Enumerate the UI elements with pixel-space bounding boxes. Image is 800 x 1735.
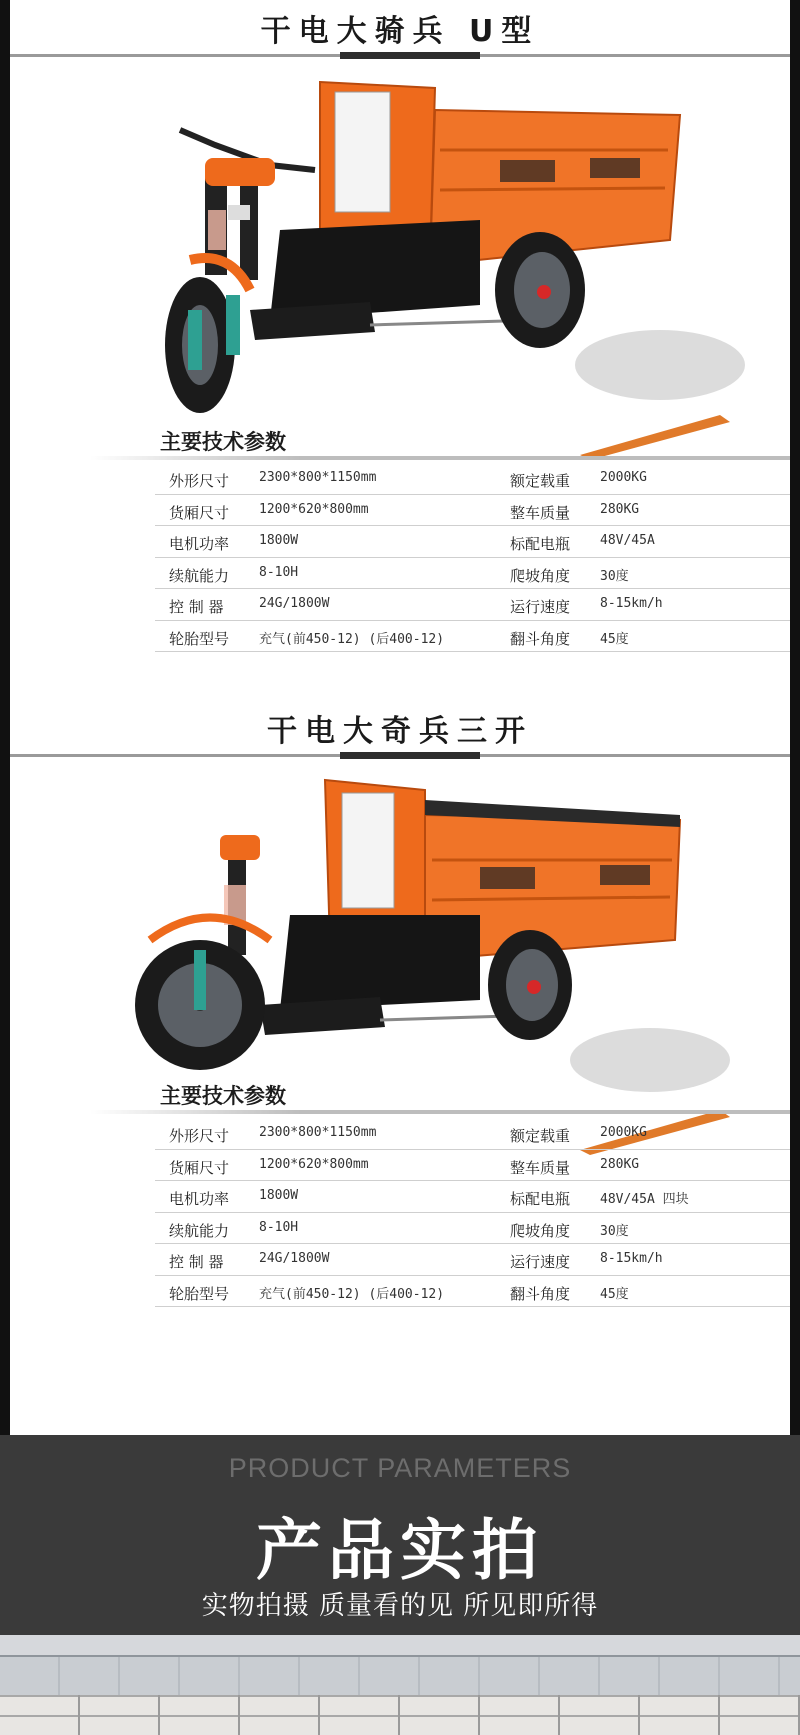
factory-wall-photo	[0, 1635, 800, 1735]
spec-row	[155, 589, 790, 621]
spec-label: 货厢尺寸	[169, 503, 230, 522]
section-title-bar	[10, 0, 790, 62]
title-accent-bar	[340, 52, 480, 59]
banner-english-title: PRODUCT PARAMETERS	[228, 1453, 572, 1483]
spec-value: 280KG	[600, 1156, 640, 1172]
product-section-three-open	[0, 700, 800, 1435]
spec-label: 运行速度	[510, 1253, 571, 1271]
spec-value: 1200*620*800mm	[259, 1156, 369, 1172]
spec-value: 充气(前450-12) (后400-12)	[259, 631, 445, 647]
spec-value: 1200*620*800mm	[259, 501, 369, 517]
product-title: 干电大骑兵 U型	[260, 14, 540, 49]
product-title: 干电大奇兵三开	[267, 714, 533, 749]
params-heading: 主要技术参数	[160, 1084, 286, 1108]
front-fender	[150, 918, 270, 941]
banner-chinese-title: 产品实拍	[256, 1512, 544, 1589]
spec-value: 30度	[600, 1223, 629, 1239]
spec-row	[155, 1276, 790, 1308]
spec-value: 2000KG	[600, 470, 647, 485]
spec-value: 充气(前450-12) (后400-12)	[259, 1286, 445, 1302]
spec-row	[155, 1213, 790, 1245]
spec-value: 8-10H	[259, 1219, 299, 1235]
spec-label: 控 制 器	[169, 1253, 224, 1271]
spec-label: 标配电瓶	[510, 1190, 571, 1208]
cargo-label-sticker	[342, 793, 394, 908]
battery-chassis	[280, 915, 480, 1010]
spec-row	[155, 1181, 790, 1213]
headlight-housing	[205, 158, 275, 186]
spec-label: 外形尺寸	[169, 472, 230, 490]
spec-label: 额定载重	[510, 1127, 571, 1145]
headlight-housing	[220, 835, 260, 860]
spec-label: 标配电瓶	[510, 535, 571, 553]
spec-row	[155, 463, 790, 495]
orange-accent-stripe	[580, 415, 730, 460]
spec-row	[155, 1244, 790, 1276]
product-section-u-type	[0, 0, 800, 700]
spec-row	[155, 1150, 790, 1182]
product-photo-banner	[0, 1435, 800, 1635]
title-accent-bar	[340, 752, 480, 759]
params-heading: 主要技术参数	[160, 430, 286, 454]
spec-label: 续航能力	[169, 1221, 230, 1240]
spec-label: 控 制 器	[169, 598, 224, 616]
spec-value: 30度	[600, 568, 629, 584]
spec-label: 整车质量	[510, 503, 571, 522]
spec-value: 2300*800*1150mm	[259, 1125, 377, 1140]
spec-row	[155, 621, 790, 653]
spec-value: 2000KG	[600, 1125, 647, 1140]
spec-label: 轮胎型号	[169, 629, 230, 648]
spec-value: 8-15km/h	[600, 1251, 663, 1266]
spec-label: 爬坡角度	[510, 566, 571, 585]
spec-label: 翻斗角度	[510, 1284, 571, 1303]
params-divider	[90, 1110, 790, 1114]
spec-value: 2300*800*1150mm	[259, 470, 377, 485]
left-frame-edge	[0, 0, 10, 1435]
spec-value: 1800W	[259, 1188, 299, 1203]
spec-value: 24G/1800W	[259, 596, 330, 611]
spec-label: 电机功率	[169, 1190, 230, 1208]
spec-row	[155, 495, 790, 527]
right-frame-edge	[790, 0, 800, 1435]
spec-table	[155, 463, 790, 652]
spec-value: 1800W	[259, 533, 299, 548]
footboard	[260, 997, 385, 1035]
spec-label: 额定载重	[510, 472, 571, 490]
params-divider	[90, 456, 790, 460]
tricycle-u-type-image	[120, 70, 760, 460]
spec-table	[155, 1118, 790, 1307]
banner-subtitle: 实物拍摄 质量看的见 所见即所得	[201, 1591, 599, 1621]
footboard	[250, 302, 375, 340]
spec-label: 货厢尺寸	[169, 1158, 230, 1177]
spec-value: 48V/45A	[600, 533, 655, 548]
spec-value: 48V/45A 四块	[600, 1192, 689, 1207]
spec-value: 8-10H	[259, 564, 299, 580]
spec-row	[155, 558, 790, 590]
battery-chassis	[270, 220, 480, 320]
spec-value: 280KG	[600, 501, 640, 517]
section-title-bar	[10, 700, 790, 762]
spec-label: 续航能力	[169, 566, 230, 585]
spec-value: 45度	[600, 631, 629, 647]
spec-label: 轮胎型号	[169, 1284, 230, 1303]
spec-row	[155, 1118, 790, 1150]
spec-label: 外形尺寸	[169, 1127, 230, 1145]
spec-value: 8-15km/h	[600, 596, 663, 611]
spec-label: 电机功率	[169, 535, 230, 553]
spec-label: 爬坡角度	[510, 1221, 571, 1240]
spec-label: 运行速度	[510, 598, 571, 616]
cargo-label-sticker	[335, 92, 390, 212]
spec-value: 45度	[600, 1286, 629, 1302]
spec-label: 整车质量	[510, 1158, 571, 1177]
spec-value: 24G/1800W	[259, 1251, 330, 1266]
spec-row	[155, 526, 790, 558]
spec-label: 翻斗角度	[510, 629, 571, 648]
